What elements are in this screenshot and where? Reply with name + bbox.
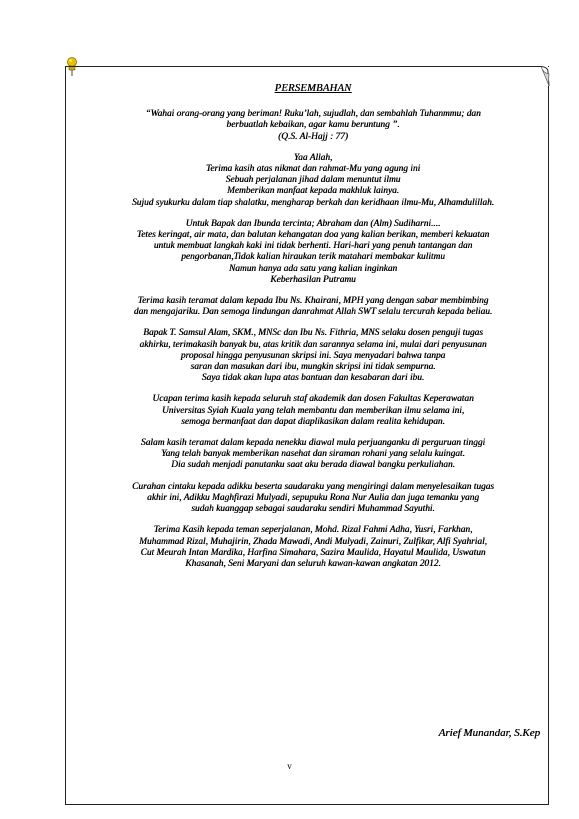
paragraph-line: dan mengajariku. Dan semoga lindungan danrahmat Allah SWT selalu tercurah kepada beliau. xyxy=(133,307,493,318)
paragraph-line: Tetes keringat, air mata, dan balutan kehangatan doa yang kalian berikan, memberi kekuatan xyxy=(136,230,490,241)
paragraph-line: Saya tidak akan lupa atas bantuan dan kesabaran dari ibu. xyxy=(201,373,425,384)
paragraph-line: sudah kuanggap sebagai saudaraku sendiri Muhammad Sayuthi. xyxy=(191,504,435,515)
paragraph-line: Dia sudah menjadi panutanku saat aku berada diawal bangku perkuliahan. xyxy=(171,460,455,471)
author-signature: Arief Munandar, S.Kep xyxy=(438,727,540,739)
paragraph-line: Terima kasih atas nikmat dan rahmat-Mu yang agung ini xyxy=(205,164,421,175)
paragraph-line: pengorbanan,Tidak kalian hiraukan terik matahari membakar kulitmu xyxy=(181,252,445,263)
paragraph xyxy=(108,219,518,286)
paragraph xyxy=(108,109,518,143)
paragraph-line: Terima Kasih kepada teman seperjalanan, Mohd. Rizal Fahmi Adha, Yusri, Farkhan, xyxy=(153,525,473,536)
paragraph-line: Cut Meurah Intan Mardika, Harfina Simahara, Sazira Maulida, Hayatul Maulida, Uswatun xyxy=(140,547,486,558)
paragraph xyxy=(108,153,518,209)
paragraph xyxy=(108,296,518,318)
paragraph-line: Untuk Bapak dan Ibunda tercinta; Abraham dan (Alm) Sudiharni.... xyxy=(185,218,441,229)
paragraph-line: “Wahai orang-orang yang beriman! Ruku’lah, sujudlah, dan sembahlah Tuhanmmu; dan xyxy=(145,109,481,120)
page-right-edge xyxy=(548,86,549,805)
paragraphs-container xyxy=(108,109,518,570)
page-number: v xyxy=(287,761,292,771)
paragraph-line: semoga bermanfaat dan dapat diaplikasikan dalam realita kehidupan. xyxy=(181,416,445,427)
paragraph xyxy=(108,438,518,472)
paragraph-line: (Q.S. Al-Hajj : 77) xyxy=(278,131,348,142)
paragraph-line: Namun hanya ada satu yang kalian inginkan xyxy=(228,263,398,274)
paragraph xyxy=(108,525,518,570)
paragraph-line: Muhammad Rizal, Muhajirin, Zhada Mawadi, Andi Mulyadi, Zainuri, Zulfikar, Alfi Syahrial, xyxy=(139,536,487,547)
paragraph-line: Curahan cintaku kepada adikku beserta saudaraku yang mengiringi dalam menyelesaikan tugas xyxy=(132,481,494,492)
paragraph-line: akhirku, terimakasih banyak bu, atas kritik dan sarannya selama ini, mulai dari penyusunan xyxy=(139,339,487,350)
paragraph-line: Bapak T. Samsul Alam, SKM., MNSc dan Ibu Ns. Fithria, MNS selaku dosen penguji tugas xyxy=(143,328,483,339)
paragraph-line: Terima kasih teramat dalam kepada Ibu Ns. Khairani, MPH yang dengan sabar membimbing xyxy=(137,296,489,307)
paragraph xyxy=(108,328,518,384)
page-curl-icon xyxy=(527,63,557,93)
paragraph-line: Universitas Syiah Kuala yang telah membantu dan memberikan ilmu selama ini, xyxy=(161,405,465,416)
paragraph-line: saran dan masukan dari ibu, mungkin skripsi ini tidak sempurna. xyxy=(190,362,436,373)
paragraph-line: Yaa Allah, xyxy=(293,152,333,163)
paragraph-line: akhir ini, Adikku Maghfirazi Mulyadi, sepupuku Rona Nur Aulia dan juga temanku yang xyxy=(147,492,479,503)
paragraph-line: Khasanah, Seni Maryani dan seluruh kawan-kawan angkatan 2012. xyxy=(185,558,441,569)
paragraph-line: Memberikan manfaat kepada makhluk lainya. xyxy=(226,186,400,197)
paragraph-line: Sebuah perjalanan jihad dalam menuntut ilmu xyxy=(225,175,401,186)
paragraph-line: Keberhasilan Putramu xyxy=(270,274,356,285)
paragraph-line: Sujud syukurku dalam tiap shalatku, mengharap berkah dan keridhaan ilmu-Mu, Alhamdulillah. xyxy=(131,197,495,208)
paragraph-line: Yang telah banyak memberikan nasehat dan siraman rohani yang selalu kuingat. xyxy=(161,449,465,460)
page-title: PERSEMBAHAN xyxy=(274,83,352,94)
paragraph xyxy=(108,482,518,516)
paragraph xyxy=(108,394,518,428)
dedication-content xyxy=(108,80,518,580)
paragraph-line: Ucapan terima kasih kepada seluruh staf akademik dan dosen Fakultas Keperawatan xyxy=(152,394,474,405)
paragraph-line: untuk membuat langkah kaki ini tidak berhenti. Hari-hari yang penuh tantangan dan xyxy=(153,241,473,252)
paragraph-line: proposal hingga penyusunan skripsi ini. Saya menyadari bahwa tanpa xyxy=(180,350,446,361)
paragraph-line: Salam kasih teramat dalam kepada nenekku diawal mula perjuanganku di perguruan tinggi xyxy=(140,438,486,449)
paragraph-line: berbuatlah kebaikan, agar kamu beruntung ”. xyxy=(226,120,400,131)
